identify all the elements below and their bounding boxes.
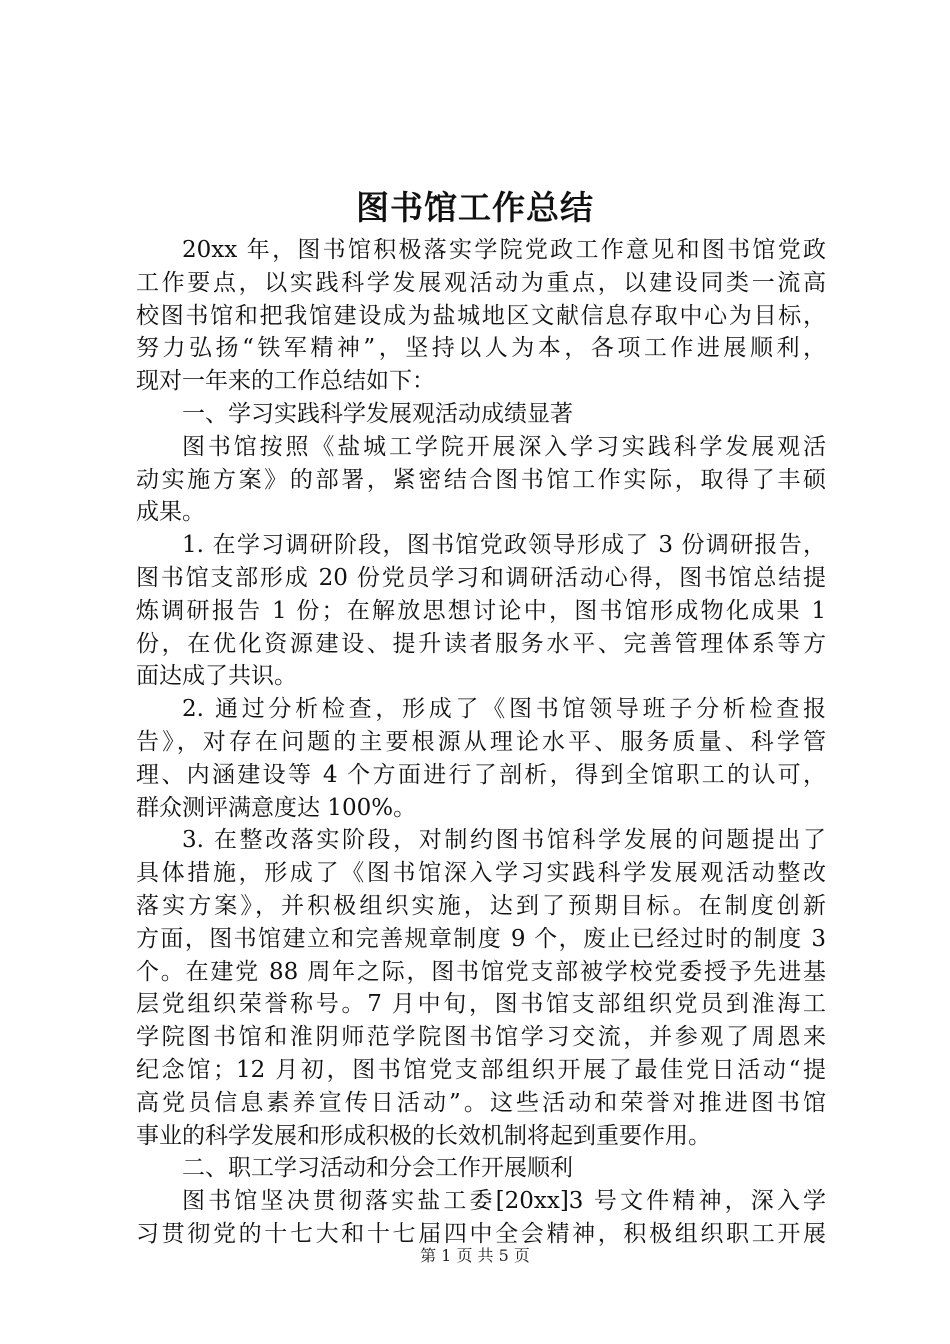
paragraph-line: 高党员信息素养宣传日活动”。这些活动和荣誉对推进图书馆 — [136, 1089, 826, 1116]
section-heading: 二、职工学习活动和分会工作开展顺利 — [182, 1155, 573, 1182]
paragraph-line: 事业的科学发展和形成积极的长效机制将起到重要作用。 — [136, 1122, 711, 1149]
paragraph-line: 落实方案》，并积极组织实施，达到了预期目标。在制度创新 — [136, 892, 826, 919]
paragraph-line: 纪念馆；12 月初，图书馆党支部组织开展了最佳党日活动“提 — [136, 1056, 826, 1083]
paragraph-line: 努力弘扬“铁军精神”，坚持以人为本，各项工作进展顺利， — [136, 335, 826, 362]
paragraph-line: 现对一年来的工作总结如下： — [136, 368, 435, 395]
document-title: 图书馆工作总结 — [356, 188, 594, 227]
paragraph-line: 1. 在学习调研阶段，图书馆党政领导形成了 3 份调研报告， — [182, 532, 826, 559]
paragraph-line: 方面，图书馆建立和完善规章制度 9 个，废止已经过时的制度 3 — [136, 925, 826, 952]
paragraph-line: 理、内涵建设等 4 个方面进行了剖析，得到全馆职工的认可， — [136, 761, 826, 788]
paragraph-line: 校图书馆和把我馆建设成为盐城地区文献信息存取中心为目标， — [136, 302, 826, 329]
paragraph-line: 工作要点，以实践科学发展观活动为重点，以建设同类一流高 — [136, 269, 826, 296]
paragraph-line: 图书馆坚决贯彻落实盐工委[20xx]3 号文件精神，深入学 — [182, 1188, 826, 1215]
paragraph-line: 炼调研报告 1 份；在解放思想讨论中，图书馆形成物化成果 1 — [136, 597, 826, 624]
document-body — [136, 234, 826, 1251]
paragraph-line: 具体措施，形成了《图书馆深入学习实践科学发展观活动整改 — [136, 860, 826, 887]
paragraph-line: 2. 通过分析检查，形成了《图书馆领导班子分析检查报 — [182, 696, 826, 723]
paragraph-line: 图书馆支部形成 20 份党员学习和调研活动心得，图书馆总结提 — [136, 564, 826, 591]
paragraph-line: 面达成了共识。 — [136, 663, 297, 690]
paragraph-line: 告》，对存在问题的主要根源从理论水平、服务质量、科学管 — [136, 728, 826, 755]
paragraph-line: 成果。 — [136, 499, 205, 526]
paragraph-line: 层党组织荣誉称号。7 月中旬，图书馆支部组织党员到淮海工 — [136, 991, 826, 1018]
paragraph-line: 学院图书馆和淮阴师范学院图书馆学习交流，并参观了周恩来 — [136, 1024, 826, 1051]
paragraph-line: 个。在建党 88 周年之际，图书馆党支部被学校党委授予先进基 — [136, 958, 826, 985]
paragraph-line: 动实施方案》的部署，紧密结合图书馆工作实际，取得了丰硕 — [136, 466, 826, 493]
paragraph-line: 图书馆按照《盐城工学院开展深入学习实践科学发展观活 — [182, 433, 826, 460]
page-number-footer: 第 1 页 共 5 页 — [420, 1246, 530, 1265]
paragraph-line: 习贯彻党的十七大和十七届四中全会精神，积极组织职工开展 — [136, 1220, 826, 1247]
section-heading: 一、学习实践科学发展观活动成绩显著 — [182, 400, 573, 427]
paragraph-line: 份，在优化资源建设、提升读者服务水平、完善管理体系等方 — [136, 630, 826, 657]
paragraph-line: 3. 在整改落实阶段，对制约图书馆科学发展的问题提出了 — [182, 827, 826, 854]
paragraph-line: 群众测评满意度达 100%。 — [136, 794, 417, 821]
paragraph-line: 20xx 年，图书馆积极落实学院党政工作意见和图书馆党政 — [182, 237, 826, 263]
